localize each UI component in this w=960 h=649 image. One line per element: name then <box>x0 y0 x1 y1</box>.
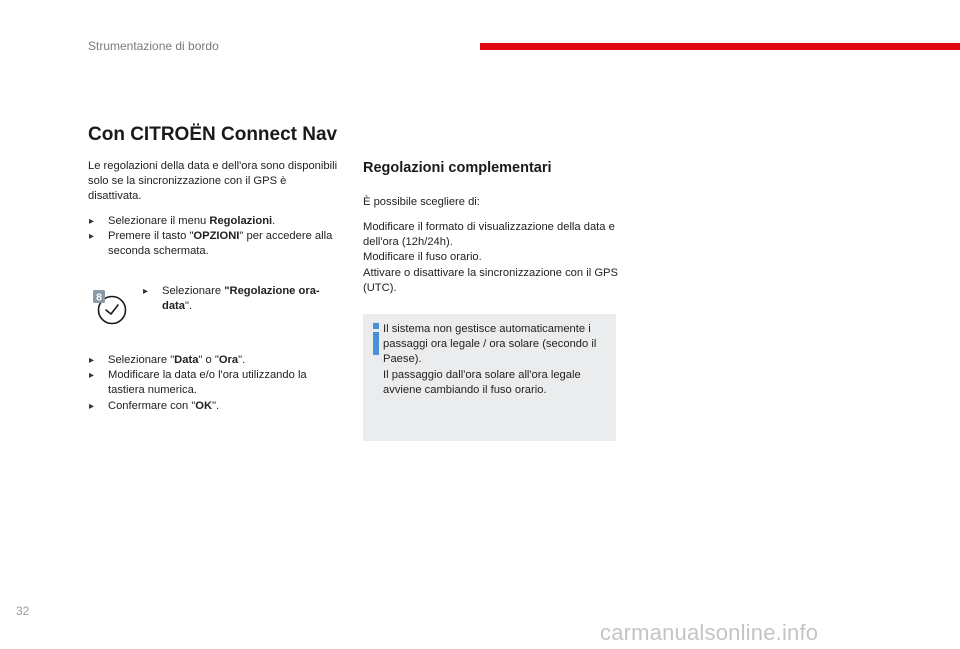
list-item <box>88 399 338 414</box>
header-title: Strumentazione di bordo <box>88 39 219 53</box>
option-line: Modificare il formato di visualizzazione della data e dell'ora (12h/24h). <box>363 221 615 249</box>
complementary-intro: È possibile scegliere di: <box>363 196 480 208</box>
text: Selezionare il menu <box>108 215 210 227</box>
list-item <box>88 353 338 368</box>
arrow-bullet-icon: ▸ <box>89 400 95 412</box>
menu-name: Regolazioni <box>209 215 273 227</box>
section-title: Con CITROËN Connect Nav <box>88 124 338 145</box>
info-paragraph: Il sistema non gestisce automaticamente i passaggi ora legale / ora solare (secondo il Paese). <box>383 323 597 366</box>
option-name: Ora <box>218 354 239 366</box>
arrow-bullet-icon: ▸ <box>143 286 149 297</box>
watermark: carmanualsonline.info <box>600 620 819 645</box>
list-item <box>88 229 338 259</box>
list-item <box>88 214 338 229</box>
option-line: Modificare il fuso orario. <box>363 251 482 264</box>
info-icon <box>370 323 382 355</box>
text: Selezionare <box>162 285 225 297</box>
text: . <box>272 215 276 227</box>
badge-number: 8 <box>96 291 102 304</box>
text: Selezionare " <box>108 354 175 366</box>
info-box <box>363 314 616 441</box>
info-text <box>383 322 611 398</box>
info-paragraph: Il passaggio dall'ora solare all'ora legale avviene cambiando il fuso orario. <box>383 368 581 396</box>
option-name: Data <box>174 354 199 366</box>
step1-list <box>88 214 338 260</box>
arrow-bullet-icon: ▸ <box>89 231 95 243</box>
page-number: 32 <box>16 604 30 618</box>
arrow-bullet-icon: ▸ <box>89 370 95 382</box>
complementary-title: Regolazioni complementari <box>363 160 552 176</box>
option-line: Attivare o disattivare la sincronizzazione con il GPS (UTC). <box>363 266 618 294</box>
button-name: OPZIONI <box>193 230 240 243</box>
clock-settings-icon <box>92 289 128 325</box>
text: ". <box>238 354 246 366</box>
arrow-bullet-icon: ▸ <box>89 216 95 227</box>
text: " o " <box>198 354 219 366</box>
step2-list <box>142 284 338 314</box>
step3-list <box>88 353 338 414</box>
text: ". <box>212 399 220 412</box>
text: Premere il tasto " <box>108 230 194 243</box>
complementary-options <box>363 220 618 296</box>
text: Modificare la data e/o l'ora utilizzando la tastiera numerica. <box>108 369 307 397</box>
header-red-bar <box>480 43 960 50</box>
arrow-bullet-icon: ▸ <box>89 355 95 366</box>
text: Confermare con " <box>108 399 196 412</box>
text: ". <box>185 300 193 313</box>
intro-paragraph: Le regolazioni della data e dell'ora sono disponibili solo se la sincronizzazione con il GPS è disattivata. <box>88 160 338 203</box>
button-name: OK <box>195 399 213 412</box>
list-item <box>88 368 338 398</box>
list-item <box>142 284 338 314</box>
menu-name: "Regolazione ora-data <box>162 285 320 313</box>
text: " per accedere alla seconda schermata. <box>108 230 333 258</box>
